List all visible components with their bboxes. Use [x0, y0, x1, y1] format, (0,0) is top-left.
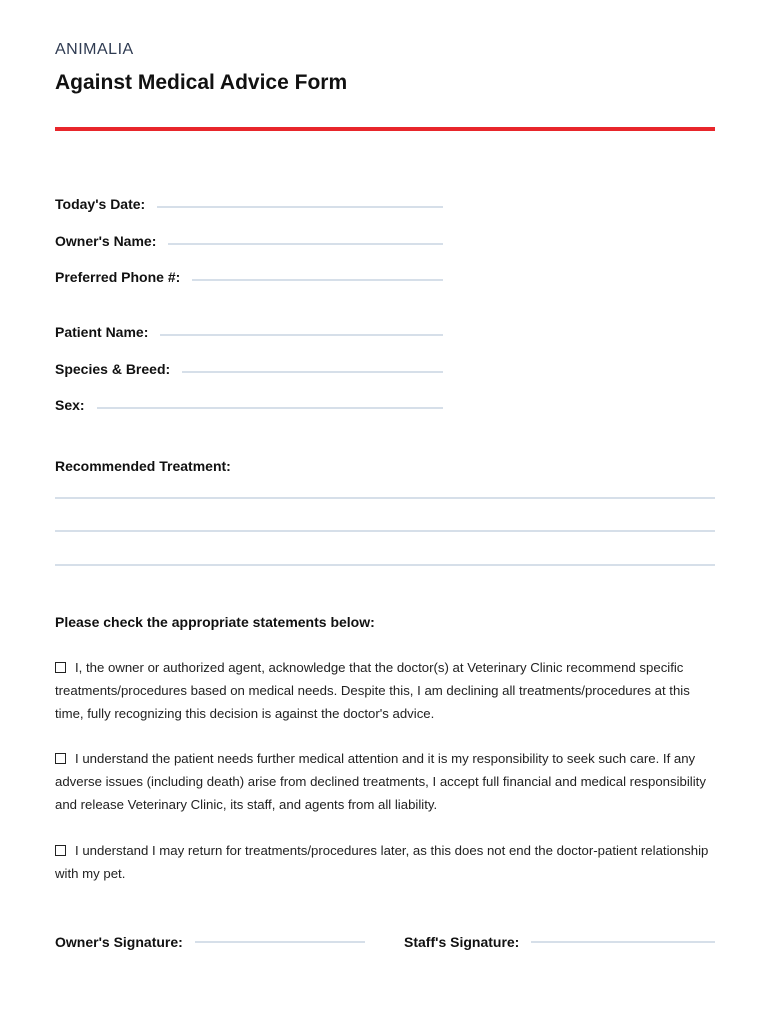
treatment-line-3[interactable] [55, 564, 715, 566]
owners-name-input[interactable] [168, 243, 443, 245]
patient-name-label: Patient Name: [55, 324, 149, 340]
staff-signature-label: Staff's Signature: [404, 934, 520, 950]
todays-date-input[interactable] [157, 206, 443, 208]
sex-field[interactable] [55, 393, 443, 413]
preferred-phone-label: Preferred Phone #: [55, 269, 181, 285]
owners-name-label: Owner's Name: [55, 233, 157, 249]
owner-signature-label: Owner's Signature: [55, 934, 183, 950]
statement-1-checkbox[interactable] [55, 662, 66, 673]
species-breed-label: Species & Breed: [55, 361, 171, 377]
staff-signature-line[interactable] [531, 941, 715, 943]
staff-signature-field[interactable] [404, 930, 715, 950]
statements-heading: Please check the appropriate statements below: [55, 614, 375, 630]
brand-name: ANIMALIA [55, 41, 134, 58]
statement-2 [55, 747, 715, 816]
statement-3-checkbox[interactable] [55, 845, 66, 856]
statement-3-text: I understand I may return for treatments/procedures later, as this does not end the doctor-patient relationship with my pet. [55, 843, 709, 881]
sex-input[interactable] [97, 407, 443, 409]
statement-1-text: I, the owner or authorized agent, acknowledge that the doctor(s) at Veterinary Clinic recommend specific treatments/procedures based on medical needs. Despite this, I am declining all treatments/procedures at this time, fully recognizing this decision is against the doctor's advice. [55, 660, 690, 721]
recommended-treatment-label: Recommended Treatment: [55, 458, 231, 474]
statement-2-checkbox[interactable] [55, 753, 66, 764]
accent-divider [55, 127, 715, 131]
statement-2-text: I understand the patient needs further medical attention and it is my responsibility to seek such care. If any adverse issues (including death) arise from declined treatments, I accept full financial and medical responsibility and release Veterinary Clinic, its staff, and agents from all liability. [55, 751, 706, 812]
sex-label: Sex: [55, 397, 85, 413]
todays-date-label: Today's Date: [55, 196, 146, 212]
treatment-line-1[interactable] [55, 497, 715, 499]
owners-name-field[interactable] [55, 229, 443, 249]
species-breed-input[interactable] [182, 371, 443, 373]
patient-name-input[interactable] [160, 334, 443, 336]
owner-signature-line[interactable] [195, 941, 365, 943]
statement-3 [55, 839, 715, 885]
preferred-phone-input[interactable] [192, 279, 443, 281]
species-breed-field[interactable] [55, 357, 443, 377]
owner-signature-field[interactable] [55, 930, 365, 950]
page-title: Against Medical Advice Form [55, 71, 348, 94]
preferred-phone-field[interactable] [55, 265, 443, 285]
todays-date-field[interactable] [55, 192, 443, 212]
treatment-line-2[interactable] [55, 530, 715, 532]
patient-name-field[interactable] [55, 320, 443, 340]
statement-1 [55, 656, 715, 725]
